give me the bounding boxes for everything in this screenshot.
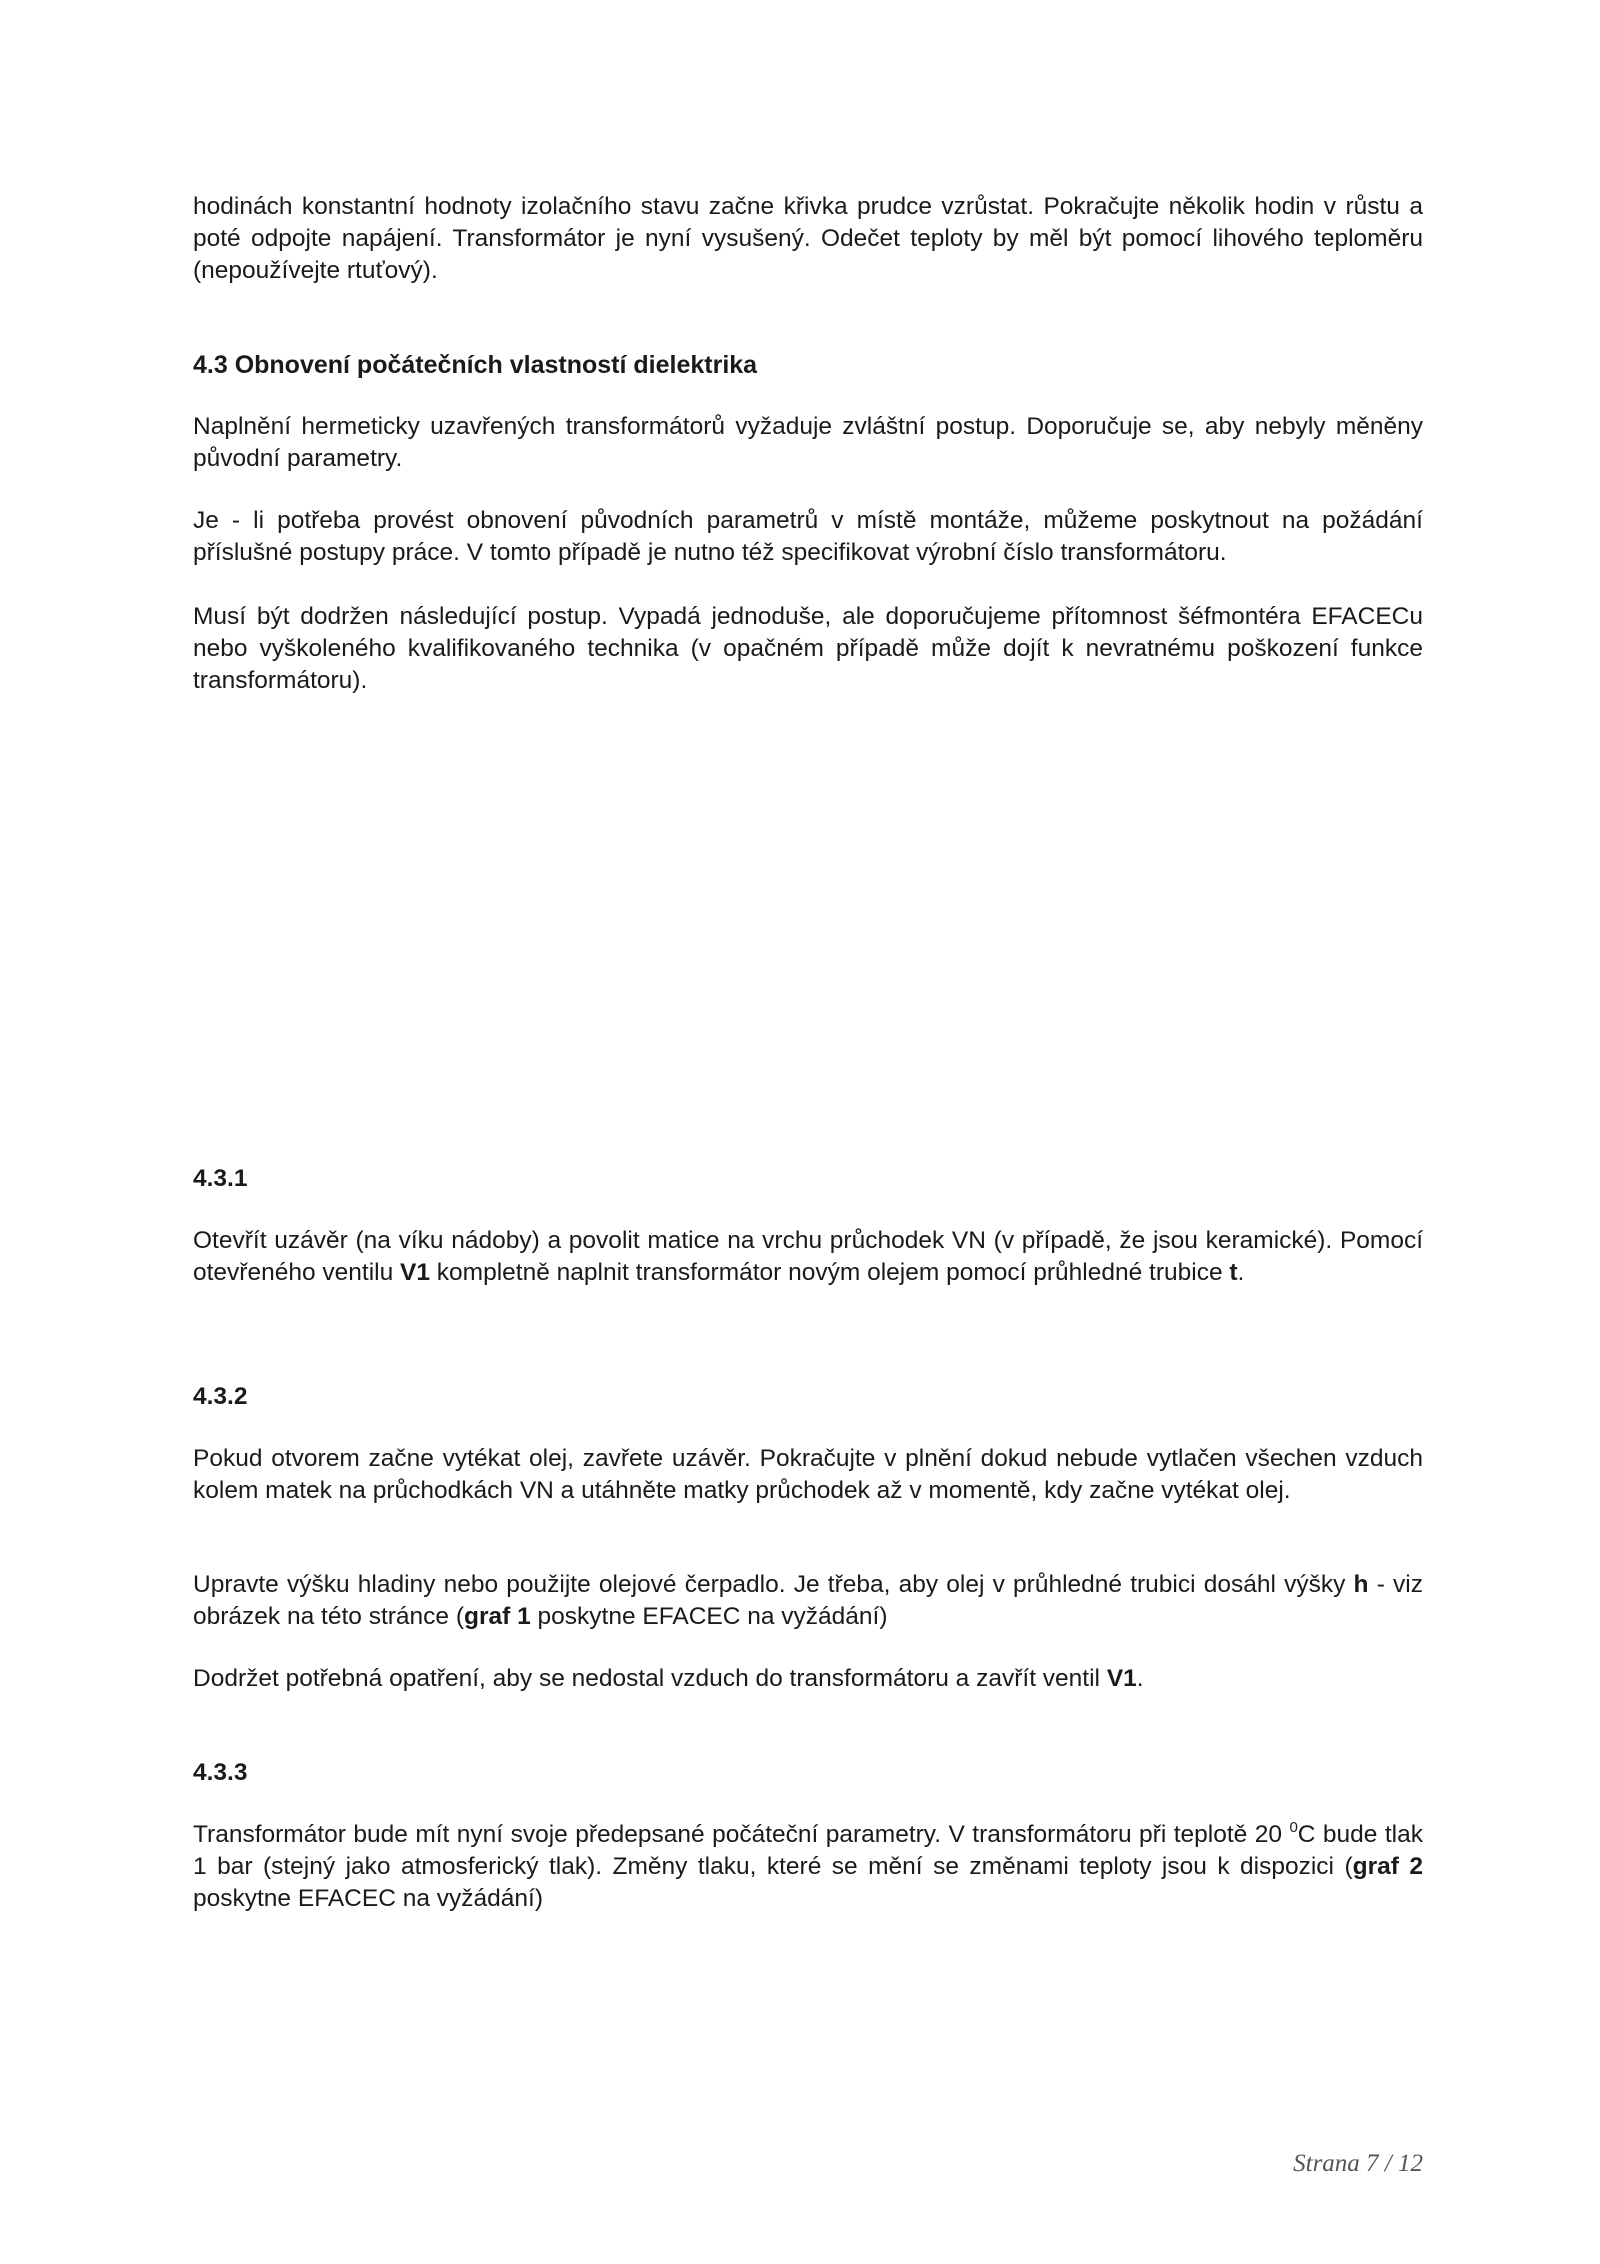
paragraph-4-3-3	[193, 1819, 1423, 1915]
text-segment: C bude tlak 1 bar (stejný jako atmosferický tlak). Změny tlaku, které se mění se změnami teploty jsou k dispozici (	[193, 1821, 1424, 1880]
paragraph-procedure: Musí být dodržen následující postup. Vypadá jednoduše, ale doporučujeme přítomnost šéfmontéra EFACECu nebo vyškoleného kvalifikovaného technika (v opačném případě může dojít k nevratnému poškození funkce transformátoru).	[193, 603, 1423, 694]
text-segment: Dodržet potřebná opatření, aby se nedostal vzduch do transformátoru a zavřít ventil	[193, 1665, 1107, 1692]
text-segment: poskytne EFACEC na vyžádání)	[530, 1603, 888, 1630]
paragraph-4-3-1	[193, 1225, 1423, 1289]
text-segment: - viz obrázek na této stránce (	[193, 1571, 1423, 1630]
tube-label: t	[1229, 1259, 1238, 1286]
paragraph-4-3-2-b	[193, 1569, 1423, 1633]
paragraph-intro: hodinách konstantní hodnoty izolačního stavu začne křivka prudce vzrůstat. Pokračujte několik hodin v růstu a poté odpojte napájení. Transformátor je nyní vysušený. Odečet teploty by měl být pomocí lihového teploměru (nepoužívejte rtuťový).	[193, 193, 1423, 284]
paragraph-4-3-2-a: Pokud otvorem začne vytékat olej, zavřete uzávěr. Pokračujte v plnění dokud nebude vytlačen všechen vzduch kolem matek na průchodkách VN a utáhněte matky průchodek až v momentě, kdy začne vytékat olej.	[193, 1445, 1423, 1504]
subsection-heading-4-3-1: 4.3.1	[193, 1165, 248, 1192]
degree-superscript: 0	[1289, 1819, 1298, 1836]
text-segment: .	[1237, 1259, 1245, 1286]
valve-label: V1	[1106, 1665, 1137, 1692]
text-segment: kompletně naplnit transformátor novým olejem pomocí průhledné trubice	[430, 1259, 1230, 1286]
paragraph-restore: Je - li potřeba provést obnovení původních parametrů v místě montáže, můžeme poskytnout na požádání příslušné postupy práce. V tomto případě je nutno též specifikovat výrobní číslo transformátoru.	[193, 507, 1423, 566]
subsection-heading-4-3-3: 4.3.3	[193, 1759, 248, 1786]
text-segment: Upravte výšku hladiny nebo použijte olejové čerpadlo. Je třeba, aby olej v průhledné trubici dosáhl výšky	[193, 1571, 1354, 1598]
text-segment: Transformátor bude mít nyní svoje předepsané počáteční parametry. V transformátoru při teplotě 20	[193, 1821, 1290, 1848]
valve-label: V1	[400, 1259, 430, 1286]
height-label: h	[1353, 1571, 1369, 1598]
paragraph-4-3-2-c	[193, 1663, 1423, 1695]
text-segment: .	[1136, 1665, 1144, 1692]
page-number: Strana 7 / 12	[1293, 2150, 1423, 2177]
paragraph-hermetic: Naplnění hermeticky uzavřených transformátorů vyžaduje zvláštní postup. Doporučuje se, aby nebyly měněny původní parametry.	[193, 413, 1423, 472]
section-heading: 4.3 Obnovení počátečních vlastností dielektrika	[193, 351, 758, 379]
graph-reference: graf 2	[1352, 1853, 1423, 1880]
text-segment: poskytne EFACEC na vyžádání)	[193, 1885, 543, 1912]
text-segment: Otevřít uzávěr (na víku nádoby) a povolit matice na vrchu průchodek VN (v případě, že jsou keramické). Pomocí otevřeného ventilu	[193, 1227, 1423, 1286]
subsection-heading-4-3-2: 4.3.2	[193, 1383, 248, 1410]
graph-reference: graf 1	[464, 1603, 531, 1630]
